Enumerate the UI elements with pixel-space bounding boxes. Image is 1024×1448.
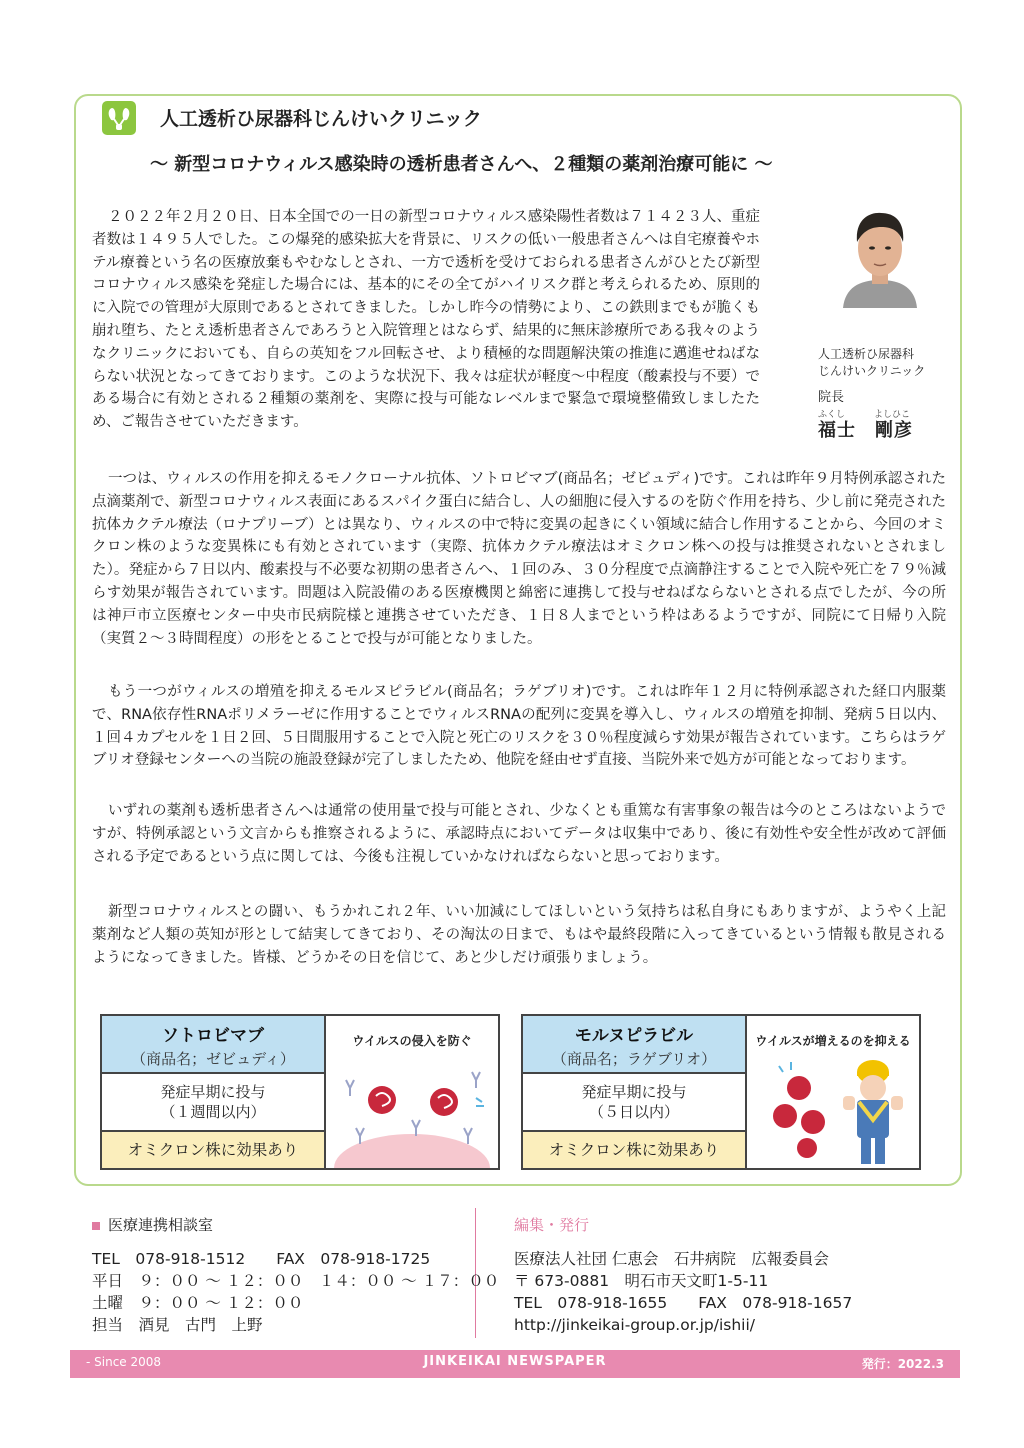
drug-timing — [102, 1074, 326, 1132]
drug-name: ソトロビマブ — [162, 1026, 264, 1046]
drug-illustration — [326, 1016, 498, 1168]
drug-card-sotrovimab — [100, 1014, 500, 1170]
contact-tel-fax: TEL 078-918-1512 FAX 078-918-1725 — [92, 1250, 431, 1268]
contact-staff: 担当 酒見 古門 上野 — [92, 1316, 263, 1334]
profile-clinic — [818, 346, 925, 380]
drug-brand: （商品名；ラゲブリオ） — [551, 1050, 717, 1068]
article-paragraph-5: 新型コロナウィルスとの闘い、もうかれこれ２年、いい加減にしてほしいという気持ちは私自身にもありますが、ようやく上記薬剤など人類の英知が形として結実してきており、その淘汰の日まで、もはや最終段階に入ってきているという情報も散見されるようになってきました。皆様、どうかその日を信じて、あと少しだけ頑張りましょう。 — [92, 904, 946, 966]
drug-timing-line1: 発症早期に投与 — [581, 1083, 687, 1101]
virus-stop-worker-illustration — [747, 1050, 919, 1168]
footer-since: - Since 2008 — [86, 1355, 162, 1369]
drug-name: モルヌピラビル — [574, 1026, 694, 1046]
drug-timing-line2: （５日以内） — [588, 1103, 679, 1121]
profile-ruby-given: よしひこ — [874, 410, 911, 420]
publisher-details — [514, 1248, 852, 1336]
drug-card-header — [523, 1016, 747, 1074]
drug-timing-line2: （１週間以内） — [160, 1103, 266, 1121]
drug-timing-line1: 発症早期に投与 — [160, 1083, 266, 1101]
profile-role: 院長 — [818, 390, 845, 405]
contact-weekday-hours: 平日 ９：００ ～ １２：００ １４：００ ～ １７：００ — [92, 1272, 500, 1290]
article-paragraph-1: ２０２２年２月２０日、日本全国での一日の新型コロナウィルス感染陽性者数は７１４２３人、重症者数は１４９５人でした。この爆発的感染拡大を背景に、リスクの低い一般患者さんへは自宅療養やホテル療養という名の医療放棄もやむなしとされ、一方で透析を受けておられる患者さんがひとたび新型コロナウィルス感染を発症した場合には、基本的にその全てがハイリスク群と考えられるため、原則的に入院での管理が大原則であるとされてきました。しかし昨今の情勢により、この鉄則までもが脆くも崩れ堕ち、たとえ透析患者さんであろうと入院管理とはならず、結果的に無床診療所である我々のようなクリニックにおいても、自らの英知をフル回転させ、より積極的な問題解決策の推進に邁進せねばならない状況となってきております。このような状況下、我々は症状が軽度～中程度（酸素投与不要）である場合に有効とされる２種類の薬剤を、実際に投与可能なレベルまで緊急で環境整備致しましたため、ご報告させていただきます。 — [92, 209, 760, 431]
publisher-org: 医療法人社団 仁恵会 石井病院 広報委員会 — [514, 1250, 829, 1268]
footer-newspaper-name: JINKEIKAI NEWSPAPER — [423, 1354, 607, 1369]
drug-effect: オミクロン株に効果あり — [102, 1132, 326, 1168]
contact-details — [92, 1248, 499, 1336]
footer-bar — [70, 1350, 960, 1378]
profile-clinic-line1: 人工透析ひ尿器科 — [818, 347, 915, 361]
article-paragraph-2: 一つは、ウィルスの作用を抑えるモノクローナル抗体、ソトロビマブ(商品名；ゼビュディ)です。これは昨年９月特例承認された点滴薬剤で、新型コロナウィルス表面にあるスパイク蛋白に結合し、人の細胞に侵入するのを防ぐ作用を持ち、少し前に発売された抗体カクテル療法（ロナプリーブ）とは異なり、ウィルスの中で特に変異の起きにくい領域に結合し作用することから、今回のオミクロン株のような変異株にも有効とされています（実際、抗体カクテル療法はオミクロン株への投与は推奨されないとされました）。発症から７日以内、酸素投与不必要な初期の患者さんへ、１回のみ、３０分程度で点滴静注することで入院や死亡を７９％減らす効果が報告されています。問題は入院設備のある医療機関と綿密に連携して投与せねばならないとされる点でしたが、今の所は神戸市立医療センター中央市民病院様と連携させていただき、１日８人までという枠はあるようですが、同院にて日帰り入院（実質２～３時間程度）の形をとることで投与が可能となりました。 — [92, 471, 946, 647]
publisher-address: 〒 673-0881 明石市天文町1-5-11 — [514, 1272, 769, 1290]
drug-card-molnupiravir — [521, 1014, 921, 1170]
director-photo — [835, 200, 925, 308]
profile-clinic-line2: じんけいクリニック — [818, 364, 926, 378]
article-paragraph-4: いずれの薬剤も透析患者さんへは通常の使用量で投与可能とされ、少なくとも重篤な有害事象の報告は今のところはないようですが、特例承認という文言からも推察されるように、承認時点においてデータは収集中であり、後に有効性や安全性が改めて評価される予定であるという点に関しては、今後も注視していかなければならないと思っております。 — [92, 803, 946, 865]
drug-timing — [523, 1074, 747, 1132]
illustration-caption: ウイルスが増えるのを抑える — [755, 1034, 911, 1048]
contact-title: 医療連携相談室 — [108, 1216, 214, 1234]
publisher-tel-fax: TEL 078-918-1655 FAX 078-918-1657 — [514, 1294, 853, 1312]
clinic-title: 人工透析ひ尿器科じんけいクリニック — [160, 108, 482, 130]
article-paragraph-3: もう一つがウィルスの増殖を抑えるモルヌピラビル(商品名；ラゲブリオ)です。これは昨年１２月に特例承認された経口内服薬で、RNA依存性RNAポリメラーゼに作用することでウィルスRNAの配列に変異を導入し、ウィルスの増殖を抑制、発病５日以内、１回４カプセルを１日２回、５日間服用することで入院と死亡のリスクを３０％程度減らす効果が報告されています。こちらはラゲブリオ登録センターへの当院の施設登録が完了しましたため、他院を経由せず直接、当院外来で処方が可能となっております。 — [92, 684, 946, 769]
illustration-caption: ウイルスの侵入を防ぐ — [352, 1034, 472, 1048]
drug-card-header — [102, 1016, 326, 1074]
bullet-square-icon — [92, 1222, 100, 1230]
contact-heading — [92, 1214, 213, 1235]
drug-brand: （商品名；ゼビュディ） — [131, 1050, 295, 1068]
publisher-url[interactable]: http://jinkeikai-group.or.jp/ishii/ — [514, 1316, 755, 1334]
article-subtitle: ～ 新型コロナウィルス感染時の透析患者さんへ、２種類の薬剤治療可能に ～ — [150, 154, 773, 175]
clinic-logo-icon — [102, 101, 136, 135]
drug-illustration — [747, 1016, 919, 1168]
drug-effect: オミクロン株に効果あり — [523, 1132, 747, 1168]
profile-ruby-surname: ふくし — [818, 410, 846, 420]
footer-issue-date: 発行：2022.3 — [861, 1357, 944, 1371]
profile-name: 福士 剛彦 — [818, 420, 913, 441]
virus-blocked-illustration — [326, 1050, 498, 1168]
contact-saturday-hours: 土曜 ９：００ ～ １２：００ — [92, 1294, 304, 1312]
publisher-title: 編集・発行 — [514, 1216, 590, 1234]
